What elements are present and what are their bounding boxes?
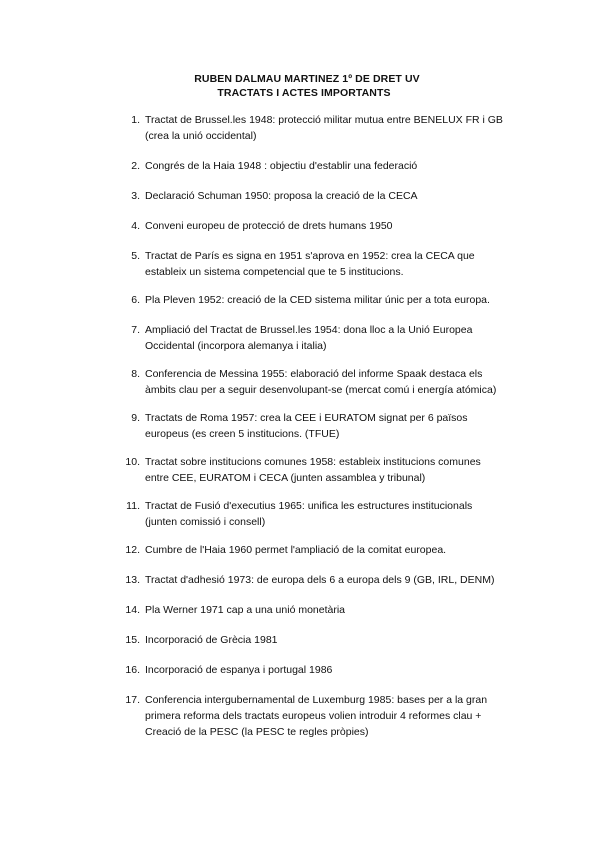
list-item-number: 2. xyxy=(131,160,140,172)
list-item-line: (crea la unió occidental) xyxy=(145,130,257,142)
list-item-number: 3. xyxy=(131,190,140,202)
list-item-number: 16. xyxy=(125,664,140,676)
document-header xyxy=(0,72,600,100)
list-item-number: 12. xyxy=(125,544,140,556)
list-item-text xyxy=(145,158,540,174)
list-item-text xyxy=(145,632,540,648)
list-item-line: Conveni europeu de protecció de drets humans 1950 xyxy=(145,220,393,232)
list-item-text xyxy=(145,410,540,442)
list-item-number: 10. xyxy=(125,456,140,468)
list-item-number: 1. xyxy=(131,114,140,126)
list-item-text xyxy=(145,188,540,204)
list-item-number: 17. xyxy=(125,694,140,706)
list-item-number: 8. xyxy=(131,368,140,380)
list-item-line: Tractat de Brussel.les 1948: protecció militar mutua entre BENELUX FR i GB xyxy=(145,114,503,126)
list-item-line: Creació de la PESC (la PESC te regles pròpies) xyxy=(145,726,369,738)
list-item-text xyxy=(145,498,540,530)
list-item-text xyxy=(145,292,540,308)
list-item-text xyxy=(145,454,540,486)
list-item-line: Conferencia de Messina 1955: elaboració del informe Spaak destaca els xyxy=(145,368,483,380)
list-item-text xyxy=(145,662,540,678)
list-item-number: 15. xyxy=(125,634,140,646)
list-item-number: 9. xyxy=(131,412,140,424)
list-item-number: 14. xyxy=(125,604,140,616)
list-item-line: Occidental (incorpora alemanya i italia) xyxy=(145,340,327,352)
list-item-line: Ampliació del Tractat de Brussel.les 1954: dona lloc a la Unió Europea xyxy=(145,324,473,336)
list-item-line: Pla Pleven 1952: creació de la CED sistema militar únic per a tota europa. xyxy=(145,294,490,306)
list-item-line: Tractat sobre institucions comunes 1958: estableix institucions comunes xyxy=(145,456,481,468)
list-item-text xyxy=(145,112,540,144)
list-item-number: 11. xyxy=(126,500,140,512)
list-item-text xyxy=(145,248,540,280)
list-item-line: Tractat de Fusió d'executius 1965: unifica les estructures institucionals xyxy=(145,500,473,512)
list-item-line: Tractat de París es signa en 1951 s'aprova en 1952: crea la CECA que xyxy=(145,250,475,262)
document-title: TRACTATS I ACTES IMPORTANTS xyxy=(217,87,391,99)
list-item-text xyxy=(145,572,540,588)
list-item-text xyxy=(145,692,540,740)
list-item-line: estableix un sistema competencial que te 5 institucions. xyxy=(145,266,404,278)
list-item-text xyxy=(145,322,540,354)
list-item-line: àmbits clau per a seguir desenvolupant-se (mercat comú i energía atómica) xyxy=(145,384,497,396)
list-item-line: Incorporació de Grècia 1981 xyxy=(145,634,278,646)
list-item-number: 4. xyxy=(131,220,140,232)
author-title: RUBEN DALMAU MARTINEZ 1º DE DRET UV xyxy=(194,73,420,85)
list-item-line: Incorporació de espanya i portugal 1986 xyxy=(145,664,333,676)
list-item-number: 5. xyxy=(131,250,140,262)
list-item-line: Congrés de la Haia 1948 : objectiu d'establir una federació xyxy=(145,160,418,172)
list-item-line: entre CEE, EURATOM i CECA (junten assamblea y tribunal) xyxy=(145,472,426,484)
list-item-line: Conferencia intergubernamental de Luxemburg 1985: bases per a la gran xyxy=(145,694,488,706)
list-item-number: 7. xyxy=(131,324,140,336)
list-item-number: 6. xyxy=(131,294,140,306)
list-item-number: 13. xyxy=(125,574,140,586)
list-item-line: (junten comissió i consell) xyxy=(145,516,266,528)
list-item-text xyxy=(145,542,540,558)
list-item-text xyxy=(145,366,540,398)
list-item-line: Tractats de Roma 1957: crea la CEE i EURATOM signat per 6 països xyxy=(145,412,468,424)
list-item-text xyxy=(145,602,540,618)
list-item-line: Cumbre de l'Haia 1960 permet l'ampliació de la comitat europea. xyxy=(145,544,447,556)
list-item-line: Tractat d'adhesió 1973: de europa dels 6 a europa dels 9 (GB, IRL, DENM) xyxy=(145,574,495,586)
list-item-line: Pla Werner 1971 cap a una unió monetària xyxy=(145,604,346,616)
list-item-line: europeus (es creen 5 institucions. (TFUE) xyxy=(145,428,340,440)
list-item-text xyxy=(145,218,540,234)
list-item-line: Declaració Schuman 1950: proposa la creació de la CECA xyxy=(145,190,418,202)
list-item-line: primera reforma dels tractats europeus volien introduir 4 reformes clau + xyxy=(145,710,482,722)
